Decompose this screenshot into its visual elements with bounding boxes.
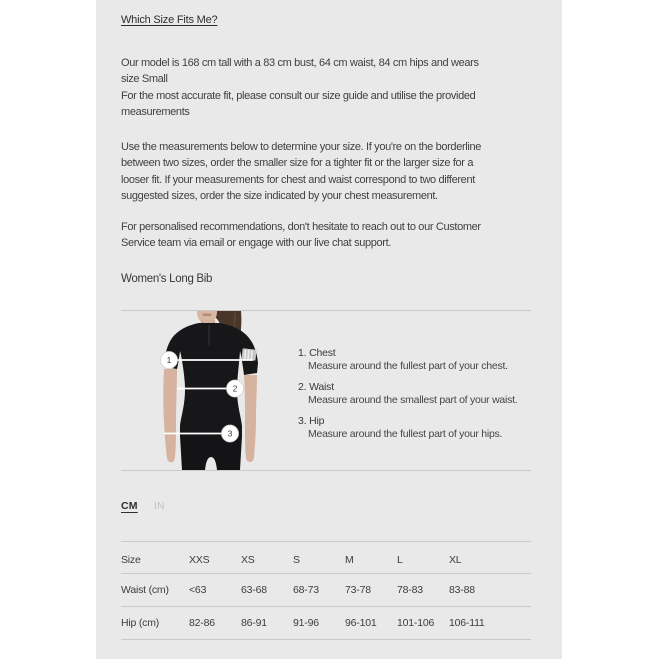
- size-table-cell: <63: [189, 584, 207, 596]
- size-table-hip-row: [121, 607, 531, 639]
- size-table-header: [121, 547, 531, 573]
- size-table-cell: 86-91: [241, 617, 267, 629]
- size-table-header-cell: Size: [121, 554, 141, 566]
- size-table-cell: Waist (cm): [121, 584, 169, 596]
- divider: [121, 470, 531, 471]
- unit-in-button[interactable]: IN: [153, 500, 165, 512]
- right-arm: [244, 375, 257, 462]
- size-table-cell: 68-73: [293, 584, 319, 596]
- fit-advice-paragraph: [121, 139, 481, 205]
- instruction-description: Measure around the fullest part of your chest.: [308, 360, 508, 372]
- measurement-instruction-item: [298, 381, 517, 407]
- instruction-title: 1. Chest: [298, 347, 336, 359]
- size-table-header-cell: M: [345, 554, 354, 566]
- text-line: between two sizes, order the smaller size for a tighter fit or the larger size for a: [121, 157, 474, 170]
- chest-marker: [161, 352, 178, 369]
- text-line: Our model is 168 cm tall with a 83 cm bust, 64 cm waist, 84 cm hips and wears: [121, 57, 479, 69]
- measurement-instructions: [298, 347, 517, 449]
- product-title: Women's Long Bib: [121, 273, 213, 285]
- text-line: suggested sizes, order the size indicated by your chest measurement.: [121, 190, 438, 203]
- jersey: [164, 323, 258, 436]
- size-table-waist-row: [121, 574, 531, 606]
- hip-marker-number: 3: [227, 428, 233, 439]
- model-info-paragraph: [121, 55, 479, 121]
- panel-title: Which Size Fits Me?: [121, 14, 218, 26]
- size-table-cell: 78-83: [397, 584, 423, 596]
- waist-marker-number: 2: [232, 383, 238, 394]
- divider: [121, 541, 531, 542]
- size-table-cell: 83-88: [449, 584, 475, 596]
- size-table-header-cell: XS: [241, 554, 255, 566]
- chest-marker-number: 1: [166, 355, 172, 365]
- size-guide-panel: [96, 0, 562, 659]
- unit-cm-button[interactable]: CM: [121, 500, 138, 512]
- size-table-cell: 73-78: [345, 584, 371, 596]
- text-line: Service team via email or engage with our live chat support.: [121, 237, 392, 250]
- measurement-model-image: [140, 311, 300, 470]
- size-table-cell: 96-101: [345, 617, 377, 629]
- left-arm: [163, 369, 177, 462]
- size-table-header-cell: L: [397, 554, 403, 566]
- size-table-cell: 101-106: [397, 617, 435, 629]
- size-table-header-cell: XXS: [189, 554, 210, 566]
- instruction-description: Measure around the fullest part of your hips.: [308, 428, 503, 440]
- size-table-cell: 106-111: [449, 617, 485, 629]
- measurement-instruction-item: [298, 347, 517, 373]
- size-table-cell: Hip (cm): [121, 617, 160, 629]
- waist-marker: [227, 380, 244, 397]
- size-table-cell: 63-68: [241, 584, 267, 596]
- text-line: For the most accurate fit, please consult our size guide and utilise the provided: [121, 89, 476, 102]
- text-line: For personalised recommendations, don't hesitate to reach out to our Customer: [121, 221, 481, 233]
- support-paragraph: [121, 219, 481, 252]
- lips: [203, 314, 212, 317]
- measurement-instruction-item: [298, 415, 517, 441]
- size-table-header-cell: XL: [449, 554, 462, 566]
- text-line: looser fit. If your measurements for chest and waist correspond to two different: [121, 173, 475, 186]
- hip-marker: [222, 425, 239, 442]
- unit-toggle: [121, 500, 165, 512]
- size-table-cell: 82-86: [189, 617, 215, 629]
- reflective-patch: [242, 348, 257, 360]
- size-table-cell: 91-96: [293, 617, 319, 629]
- instruction-description: Measure around the smallest part of your waist.: [308, 394, 518, 406]
- divider: [121, 639, 531, 640]
- instruction-title: 2. Waist: [298, 381, 334, 393]
- instruction-title: 3. Hip: [298, 415, 325, 427]
- text-line: size Small: [121, 73, 168, 86]
- size-table-header-cell: S: [293, 554, 300, 566]
- text-line: measurements: [121, 106, 190, 119]
- text-line: Use the measurements below to determine your size. If you're on the borderline: [121, 141, 481, 153]
